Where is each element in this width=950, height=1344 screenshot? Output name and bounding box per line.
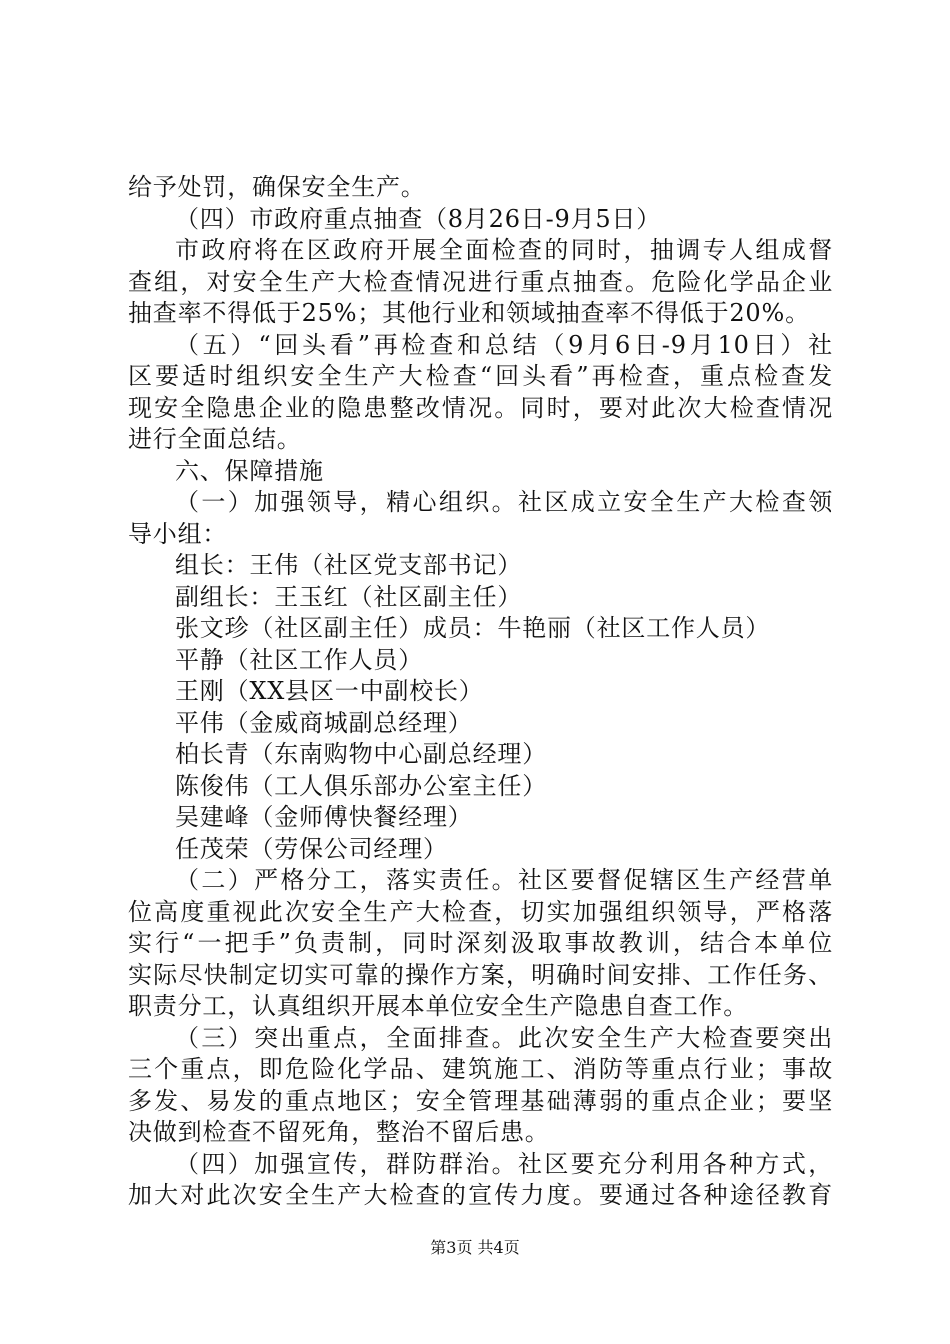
text-line: 组长：王伟（社区党支部书记） <box>175 551 523 579</box>
text-line: 抽查率不得低于25%；其他行业和领域抽查率不得低于20%。 <box>128 299 810 327</box>
text-line: 现安全隐患企业的隐患整改情况。同时，要对此次大检查情况 <box>128 393 833 422</box>
text-line: 进行全面总结。 <box>128 425 302 453</box>
text-line: 区要适时组织安全生产大检查“回头看”再检查，重点检查发 <box>128 362 833 390</box>
text-line: 三个重点，即危险化学品、建筑施工、消防等重点行业；事故 <box>128 1055 833 1083</box>
text-line: 加大对此次安全生产大检查的宣传力度。要通过各种途径教育 <box>128 1181 833 1209</box>
text-line: 王刚（XX县区一中副校长） <box>175 677 484 705</box>
text-line: （四）加强宣传，群防群治。社区要充分利用各种方式， <box>175 1149 833 1178</box>
text-line: 给予处罚，确保安全生产。 <box>128 173 426 201</box>
text-line: （五）“回头看”再检查和总结（9月6日-9月10日）社 <box>175 330 833 359</box>
text-line: 职责分工，认真组织开展本单位安全生产隐患自查工作。 <box>128 992 748 1020</box>
text-line: 副组长：王玉红（社区副主任） <box>175 582 523 611</box>
text-line: 柏长青（东南购物中心副总经理） <box>175 740 547 768</box>
text-line: 平静（社区工作人员） <box>175 645 423 674</box>
text-line: （二）严格分工，落实责任。社区要督促辖区生产经营单 <box>175 866 833 894</box>
text-line: 六、保障措施 <box>175 456 324 485</box>
text-line: 导小组： <box>128 519 228 548</box>
page-footer: 第3页 共4页 <box>430 1238 520 1257</box>
text-line: 平伟（金威商城副总经理） <box>175 708 473 737</box>
text-line: 市政府将在区政府开展全面检查的同时，抽调专人组成督 <box>175 236 833 264</box>
text-line: 实际尽快制定切实可靠的操作方案，明确时间安排、工作任务、 <box>128 960 833 989</box>
text-line: 查组，对安全生产大检查情况进行重点抽查。危险化学品企业 <box>128 267 833 296</box>
text-line: 多发、易发的重点地区；安全管理基础薄弱的重点企业；要坚 <box>128 1086 833 1115</box>
text-line: 实行“一把手”负责制，同时深刻汲取事故教训，结合本单位 <box>128 929 833 957</box>
text-line: 陈俊伟（工人俱乐部办公室主任） <box>175 771 547 800</box>
text-line: （四）市政府重点抽查（8月26日-9月5日） <box>175 204 662 233</box>
text-line: 吴建峰（金师傅快餐经理） <box>175 803 473 831</box>
text-line: 位高度重视此次安全生产大检查，切实加强组织领导，严格落 <box>128 897 833 926</box>
document-body <box>128 172 833 1212</box>
text-line: 任茂荣（劳保公司经理） <box>175 834 448 863</box>
text-line: （一）加强领导，精心组织。社区成立安全生产大检查领 <box>175 488 833 516</box>
text-line: （三）突出重点，全面排查。此次安全生产大检查要突出 <box>175 1023 833 1052</box>
text-line: 张文珍（社区副主任）成员：牛艳丽（社区工作人员） <box>175 614 771 642</box>
text-line: 决做到检查不留死角，整治不留后患。 <box>128 1118 550 1146</box>
